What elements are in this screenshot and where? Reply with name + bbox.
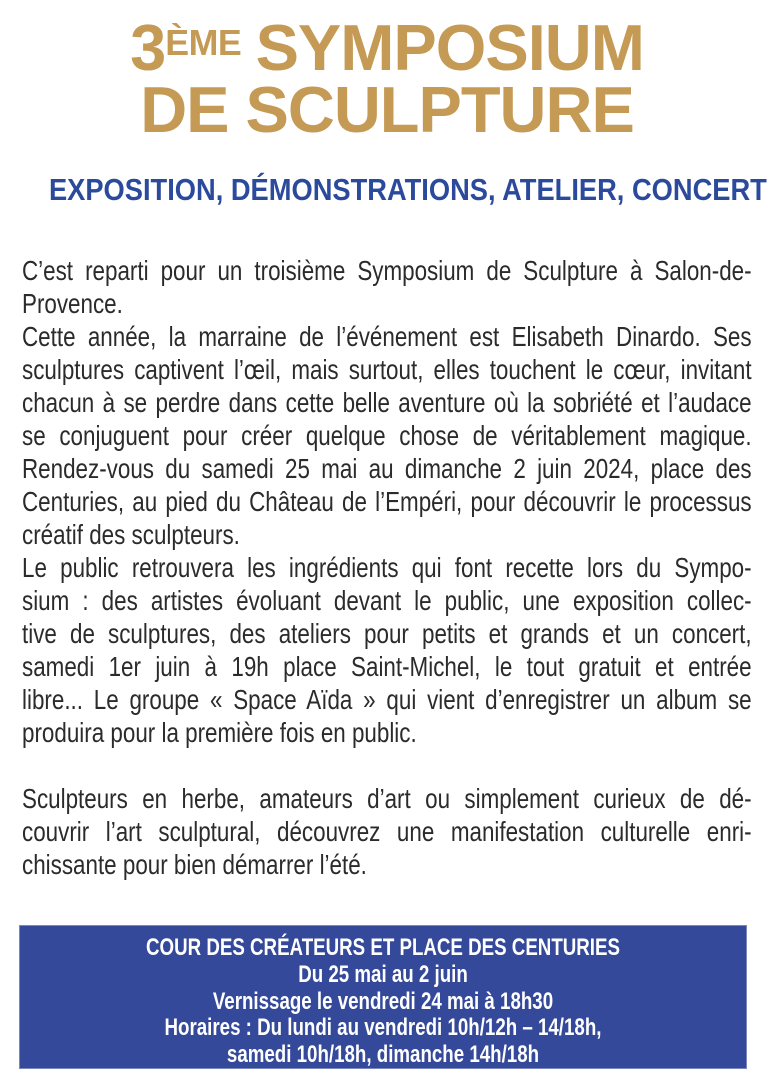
edition-superscript: ÈME	[165, 23, 242, 63]
text-line: produira pour la première fois en public.	[22, 717, 417, 748]
body-text	[22, 254, 752, 881]
event-subtitle-text: EXPOSITION, DÉMONSTRATIONS, ATELIER, CONCERT	[48, 172, 767, 207]
text-line: sium : des artistes évoluant devant le public, une exposition collec-	[22, 585, 752, 616]
edition-number: 3	[130, 11, 166, 84]
text-line: libre... Le groupe « Space Aïda » qui vient d’enregistrer un album se	[22, 684, 752, 715]
paragraph	[22, 782, 752, 881]
text-line: Provence.	[22, 288, 123, 319]
event-title	[0, 11, 774, 146]
text-line: Sculpteurs en herbe, amateurs d’art ou simplement curieux de dé-	[22, 783, 752, 814]
text-line: Cette année, la marraine de l’événement est Elisabeth Dinardo. Ses	[22, 321, 752, 352]
text-line: tive de sculptures, des ateliers pour petits et grands et un concert,	[22, 618, 752, 649]
event-title-line1	[0, 11, 774, 84]
text-line: se conjuguent pour créer quelque chose de véritablement magique.	[22, 420, 752, 451]
event-subtitle	[0, 172, 774, 208]
text-line: C’est reparti pour un troisième Symposium de Sculpture à Salon-de-	[22, 255, 752, 286]
text-line: Le public retrouvera les ingrédients qui font recette lors du Sympo-	[22, 552, 752, 583]
event-title-line2: DE SCULPTURE	[140, 73, 634, 146]
banner-hours-line1: Horaires : Du lundi au vendredi 10h/12h – 14/18h,	[164, 1014, 602, 1042]
banner-location-line: COUR DES CRÉATEURS ET PLACE DES CENTURIES	[146, 934, 620, 961]
banner-vernissage-line: Vernissage le vendredi 24 mai à 18h30	[212, 987, 554, 1015]
footer-banner	[19, 925, 747, 1069]
text-line: chacun à se perdre dans cette belle aventure où la sobriété et l’audace	[22, 387, 752, 418]
paragraph	[22, 551, 752, 749]
paragraph	[22, 320, 752, 551]
banner-hours-line2: samedi 10h/18h, dimanche 14h/18h	[226, 1041, 540, 1069]
text-line: couvrir l’art sculptural, découvrez une manifestation culturelle enri-	[22, 816, 752, 847]
text-line: créatif des sculpteurs.	[22, 519, 240, 550]
text-line: Rendez-vous du samedi 25 mai au dimanche 2 juin 2024, place des	[22, 453, 752, 484]
event-title-word: SYMPOSIUM	[255, 11, 644, 84]
text-line: Centuries, au pied du Château de l’Empéri, pour découvrir le processus	[22, 486, 752, 517]
paragraph	[22, 254, 752, 320]
banner-dates-line: Du 25 mai au 2 juin	[298, 960, 468, 988]
text-line: samedi 1er juin à 19h place Saint-Michel, le tout gratuit et entrée	[22, 651, 752, 682]
text-line: chissante pour bien démarrer l’été.	[22, 849, 367, 880]
text-line: sculptures captivent l’œil, mais surtout, elles touchent le cœur, invitant	[22, 354, 752, 385]
